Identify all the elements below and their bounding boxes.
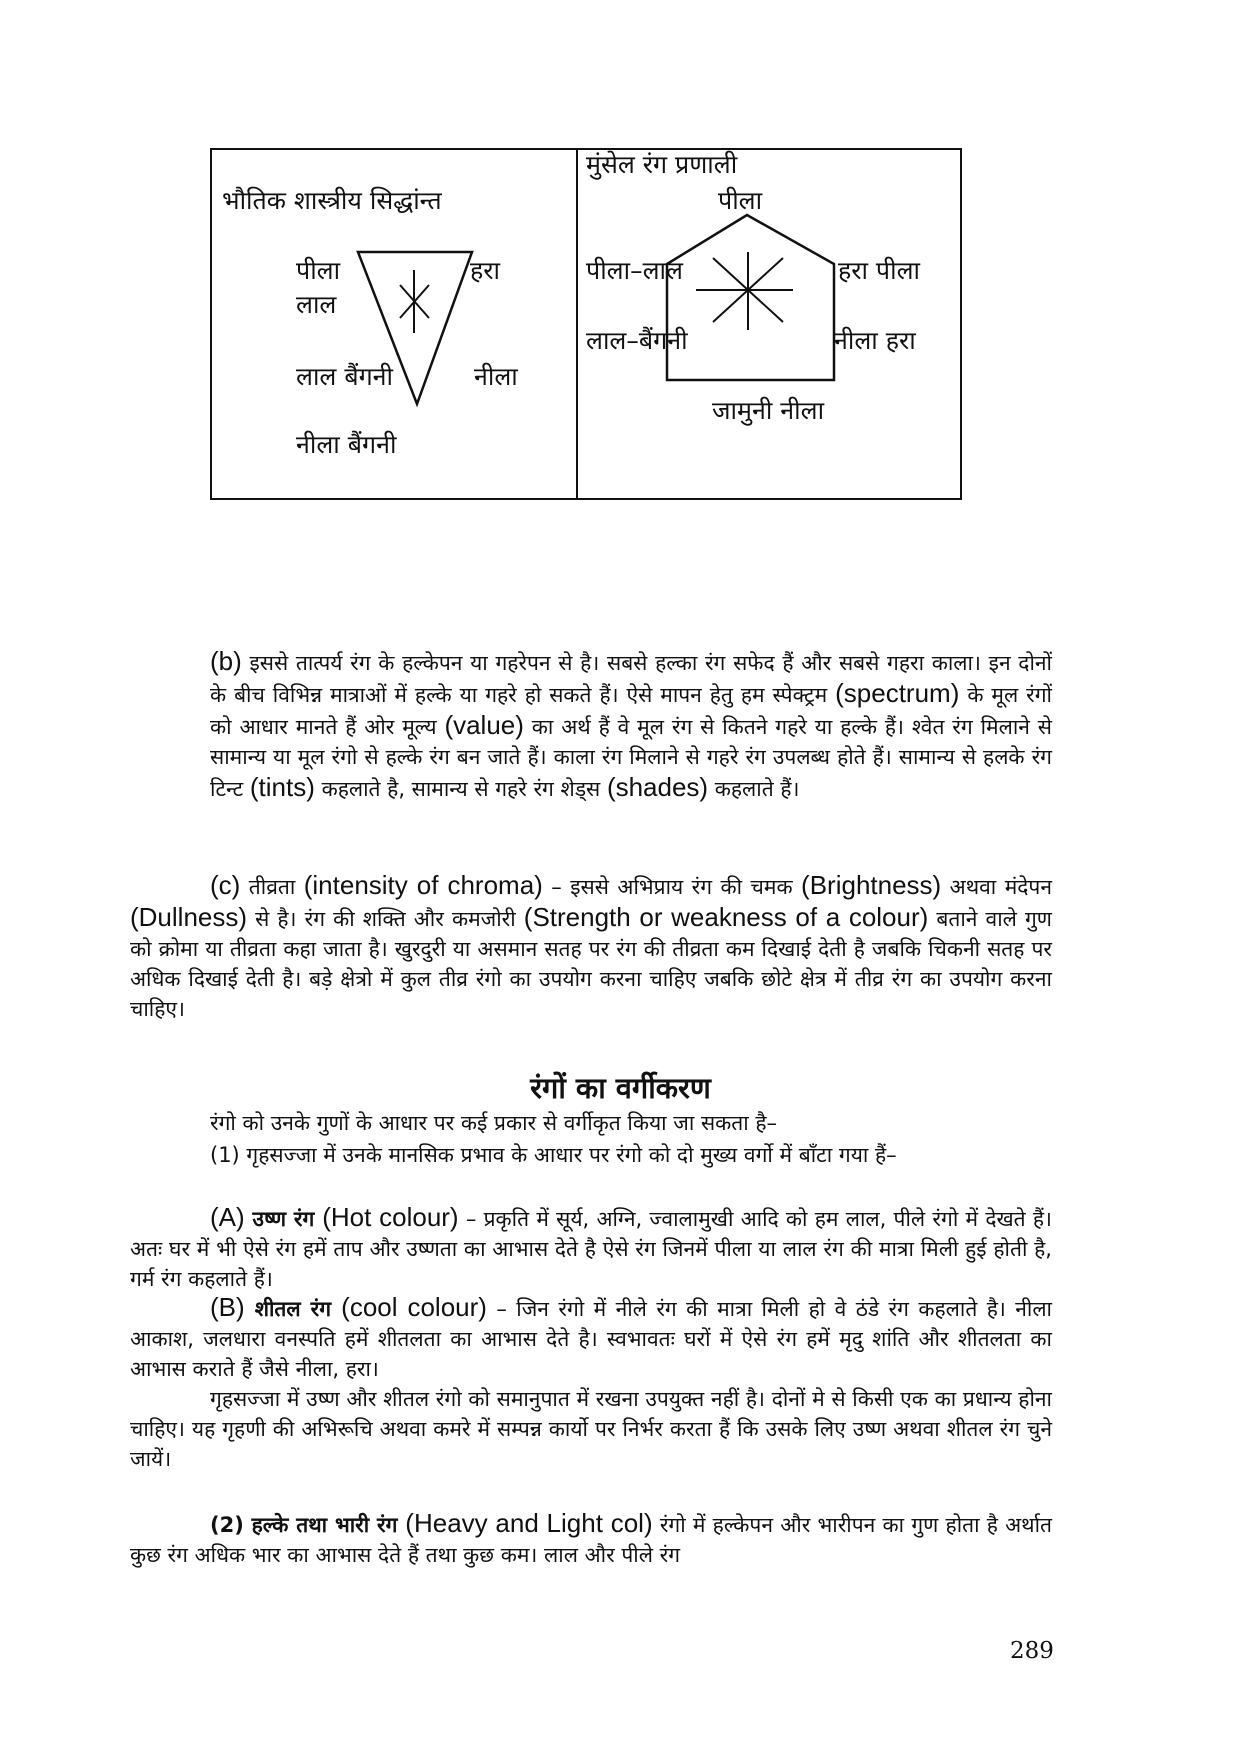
paragraph-heavy-light: (2) हल्के तथा भारी रंग (Heavy and Light col) रंगो में हल्केपन और भारीपन का गुण होता है अर्थात कुछ रंग अधिक भार का आभास देते हैं तथा कुछ कम। लाल और पीले रंग xyxy=(130,1508,1052,1567)
section-heading: रंगों का वर्गीकरण xyxy=(530,1071,711,1105)
page-number: 289 xyxy=(1010,1638,1054,1664)
paragraph-b: (b) इससे तात्पर्य रंग के हल्केपन या गहरेपन से है। सबसे हल्का रंग सफेद हैं और सबसे गहरा काला। इन दोनों के बीच विभिन्न मात्राओं में हल्के या गहरे हो सकते हैं। ऐसे मापन हेतु हम स्पेक्ट्रम (spectrum) के मूल रंगों को आधार मानते हैं ओर मूल्य (value) का अर्थ हैं वे मूल रंग से कितने गहरे या हल्के हैं। श्वेत रंग मिलाने से सामान्य या मूल रंगो से हल्के रंग बन जाते हैं। काला रंग मिलाने से गहरे रंग उपलब्ध होते हैं। सामान्य से हलके रंग टिन्ट (tints) कहलाते है, सामान्य से गहरे रंग शेड्स (shades) कहलाते हैं। xyxy=(210,646,1053,802)
label-red-violet: लाल बैंगनी xyxy=(296,362,394,391)
triangle-star xyxy=(400,270,429,333)
paragraph-hot-colour: (A) उष्ण रंग (Hot colour) – प्रकृति में सूर्य, अग्नि, ज्वालामुखी आदि को हम लाल, पीले रंगो में देखते हैं। अतः घर में भी ऐसे रंग हमें ताप और उष्णता का आभास देते है ऐसे रंग जिनमें पीला या लाल रंग की मात्रा मिली हुई होती है, गर्म रंग कहलाते हैं। xyxy=(130,1202,1052,1291)
label-yellow: पीला xyxy=(296,256,341,285)
paragraph-c: (c) तीव्रता (intensity of chroma) – इससे अभिप्राय रंग की चमक (Brightness) अथवा मंदेपन (Dullness) से है। रंग की शक्ति और कमजोरी (Strength or weakness of a colour) बताने वाले गुण को क्रोमा या तीव्रता कहा जाता है। खुरदुरी या असमान सतह पर रंग की तीव्रता कम दिखाई देती है जबकि चिकनी सतह पर अधिक दिखाई देती है। बड़े क्षेत्रो में कुल तीव्र रंगो का उपयोग करना चाहिए जबकि छोटे क्षेत्र में तीव्र रंग का उपयोग करना चाहिए। xyxy=(130,870,1052,1021)
left-panel-title: भौतिक शास्त्रीय सिद्धांन्त xyxy=(222,186,442,215)
label-red: लाल xyxy=(296,290,337,319)
label-green-yellow: हरा पीला xyxy=(838,256,921,285)
label-purple-blue: जामुनी नीला xyxy=(712,396,825,425)
label-munsell-yellow: पीला xyxy=(718,186,763,215)
right-panel-title: मुंसेल रंग प्रणाली xyxy=(586,150,738,179)
munsell-pentagon xyxy=(667,215,834,380)
label-blue-green: नीला हरा xyxy=(834,326,916,355)
paragraph-balance: गृहसज्जा में उष्ण और शीतल रंगो को समानुपात में रखना उपयुक्त नहीं है। दोनों मे से किसी एक का प्रधान्य होना चाहिए। यह गृहणी की अभिरूचि अथवा कमरे में सम्पन्न कार्यो पर निर्भर करता हैं कि उसके लिए उष्ण अथवा शीतल रंग चुने जायें। xyxy=(130,1387,1052,1471)
section-intro: रंगो को उनके गुणों के आधार पर कई प्रकार से वर्गीकृत किया जा सकता है– xyxy=(210,1111,778,1135)
pentagon-star xyxy=(696,252,793,330)
label-yellow-red: पीला–लाल xyxy=(586,256,683,285)
label-blue-violet: नीला बैंगनी xyxy=(296,430,397,459)
marker-b: (b) xyxy=(210,646,242,676)
marker-c: (c) xyxy=(210,870,241,900)
label-red-purple: लाल–बैंगनी xyxy=(586,326,688,355)
section-point-1: (1) गृहसज्जा में उनके मानसिक प्रभाव के आधार पर रंगो को दो मुख्य वर्गो में बाँटा गया हैं– xyxy=(210,1143,897,1167)
paragraph-cool-colour: (B) शीतल रंग (cool colour) – जिन रंगो में नीले रंग की मात्रा मिली हो वे ठंडे रंग कहलाते है। नीला आकाश, जलधारा वनस्पति हमें शीतलता का आभास देते है। स्वभावतः घरों में ऐसे रंग हमें मृदु शांति और शीतलता का आभास कराते हैं जैसे नीला, हरा। xyxy=(130,1292,1053,1381)
label-blue: नीला xyxy=(474,362,518,391)
label-green: हरा xyxy=(470,256,500,285)
